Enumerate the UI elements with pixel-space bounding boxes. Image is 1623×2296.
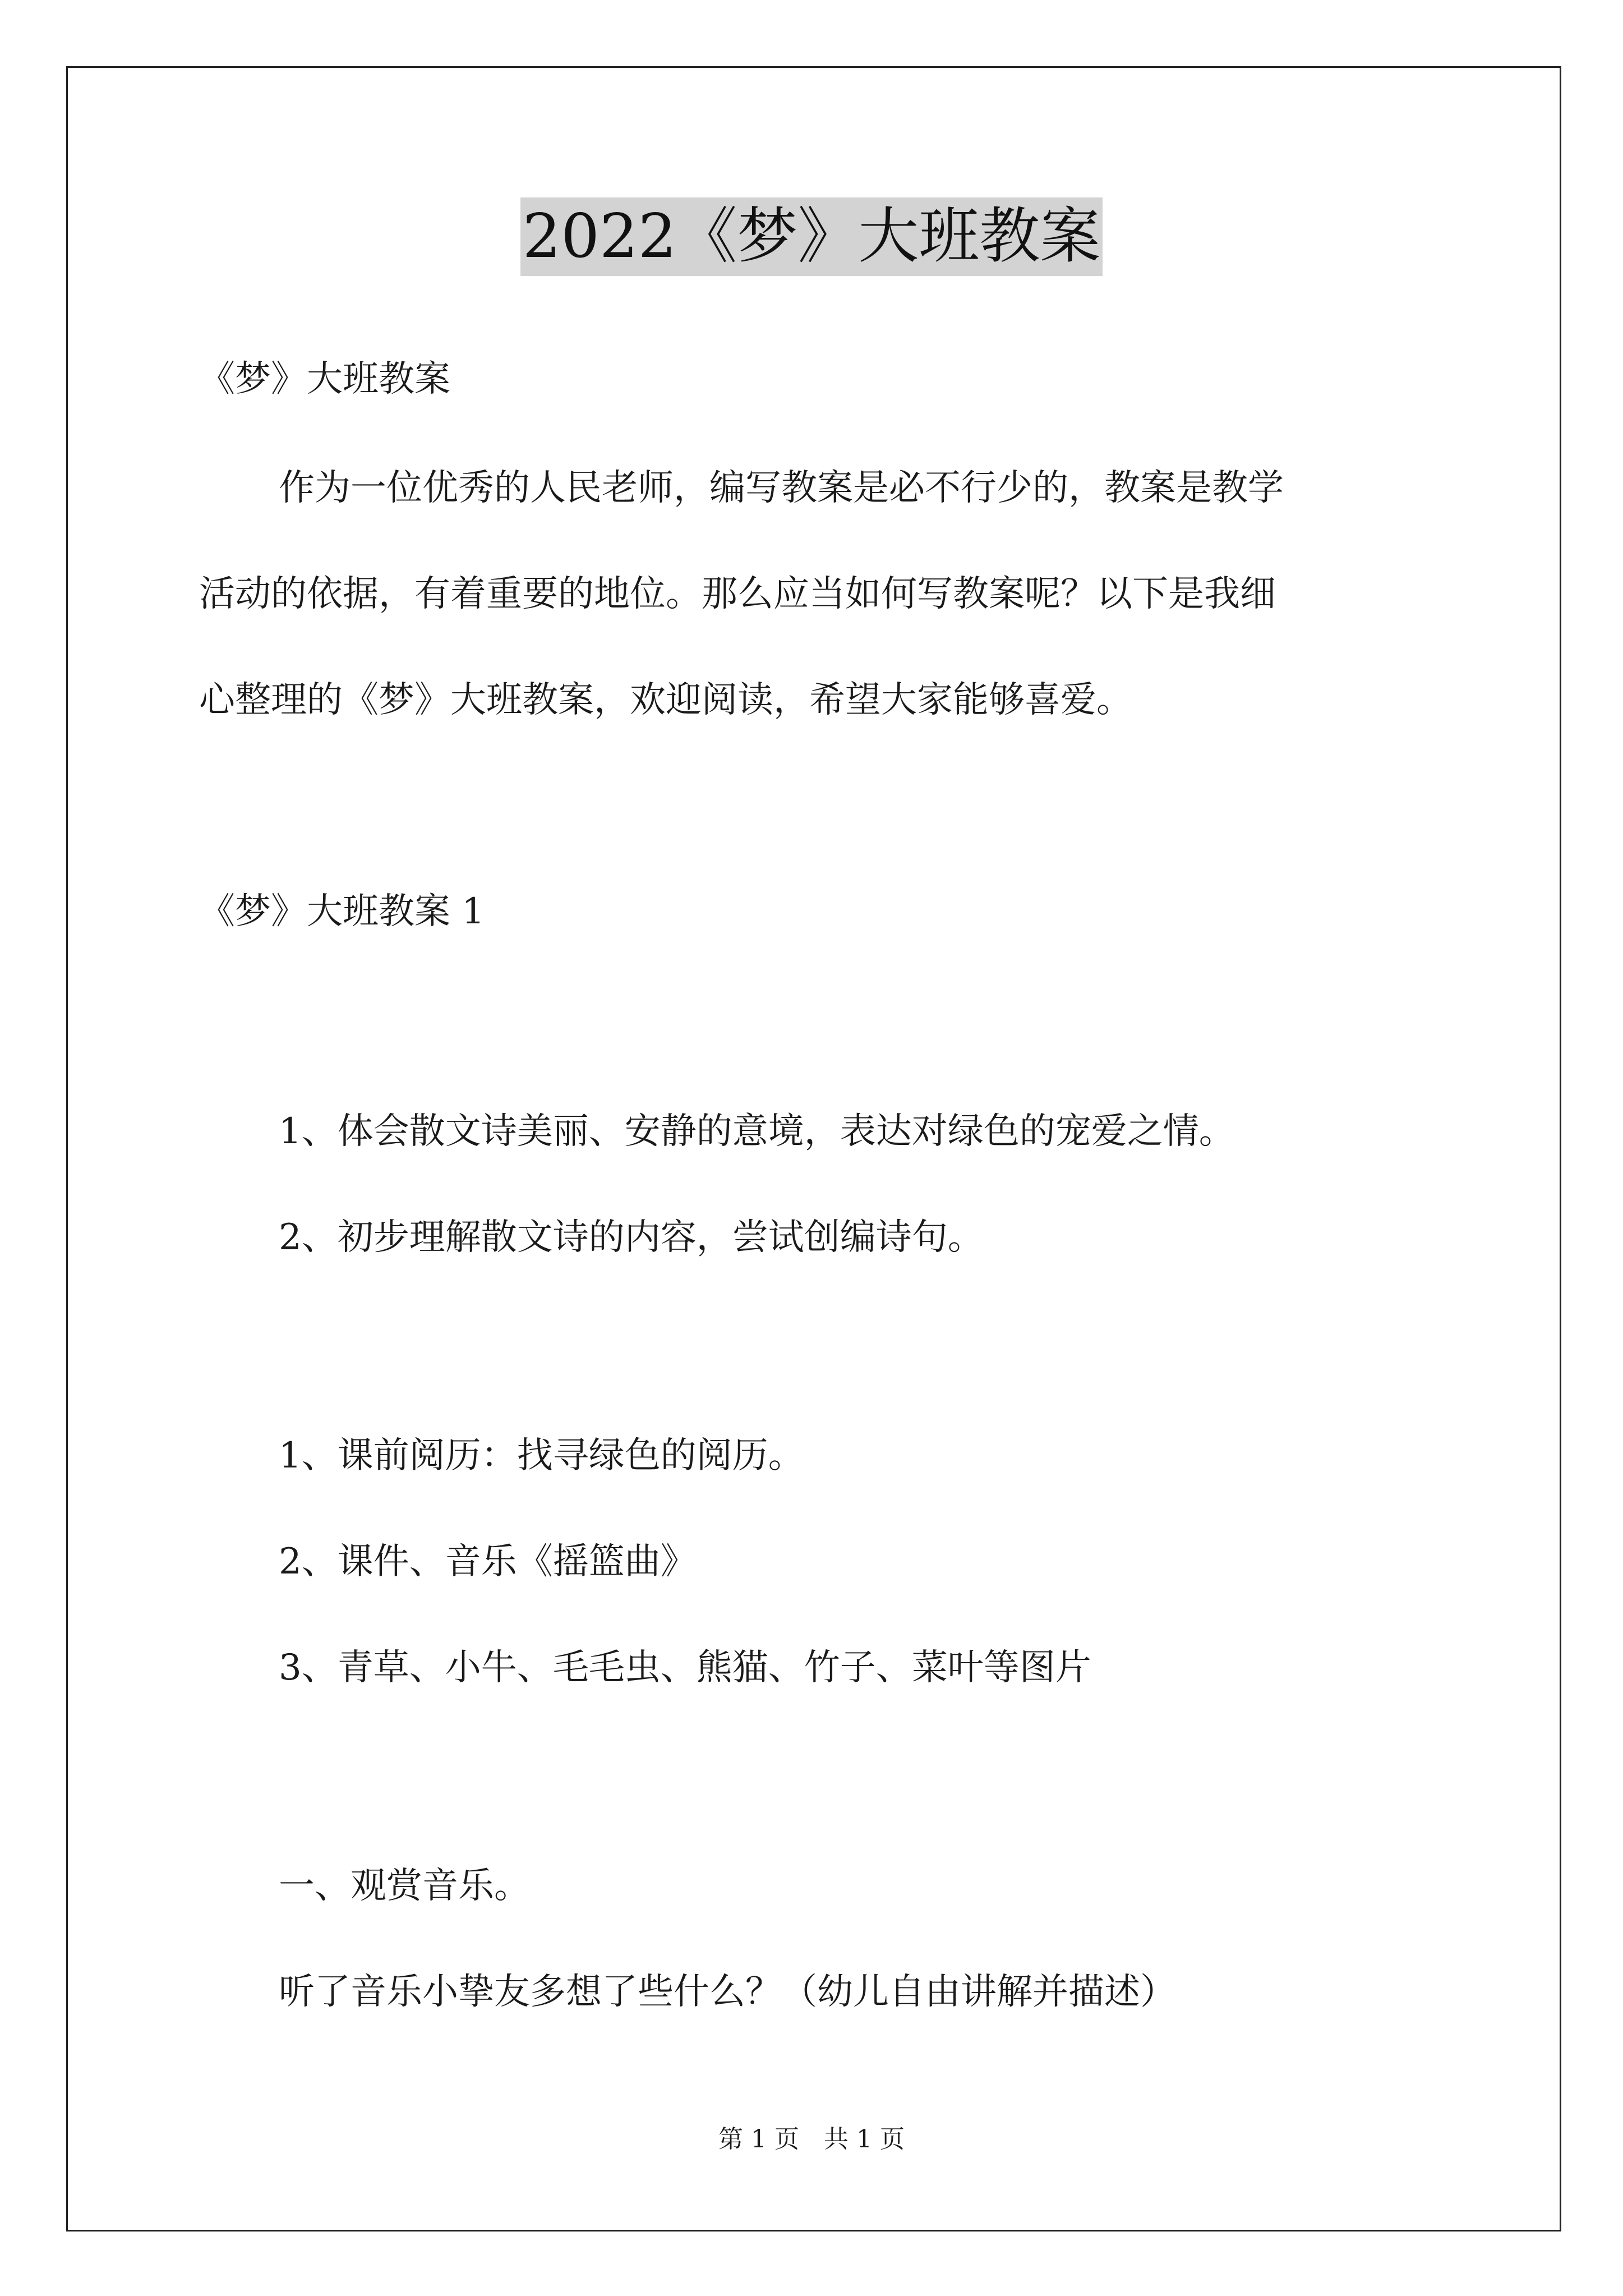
preparation-item: 1、课前阅历：找寻绿色的阅历。: [279, 1435, 804, 1476]
document-subtitle: 《梦》大班教案: [199, 358, 450, 400]
preparation-item: 3、青草、小牛、毛毛虫、熊猫、竹子、菜叶等图片: [279, 1647, 1091, 1688]
page-footer: 第 1 页 共 1 页: [718, 2125, 905, 2154]
objective-item: 2、初步理解散文诗的内容，尝试创编诗句。: [279, 1217, 984, 1258]
section-heading: 《梦》大班教案 1: [199, 891, 485, 932]
document-title: 2022《梦》大班教案: [520, 197, 1103, 276]
intro-paragraph-line-2: 活动的依据，有着重要的地位。那么应当如何写教案呢？以下是我细: [199, 573, 1276, 615]
preparation-item: 2、课件、音乐《摇篮曲》: [279, 1541, 697, 1582]
intro-paragraph-line-3: 心整理的《梦》大班教案，欢迎阅读，希望大家能够喜爱。: [199, 679, 1132, 721]
title-container: [0, 197, 1623, 276]
objective-item: 1、体会散文诗美丽、安静的意境，表达对绿色的宠爱之情。: [279, 1111, 1235, 1152]
intro-paragraph-line-1: 作为一位优秀的人民老师，编写教案是必不行少的，教案是教学: [279, 467, 1284, 509]
process-step-heading: 一、观赏音乐。: [279, 1865, 530, 1907]
process-step-text: 听了音乐小挚友多想了些什么？（幼儿自由讲解并描述）: [279, 1971, 1176, 2013]
